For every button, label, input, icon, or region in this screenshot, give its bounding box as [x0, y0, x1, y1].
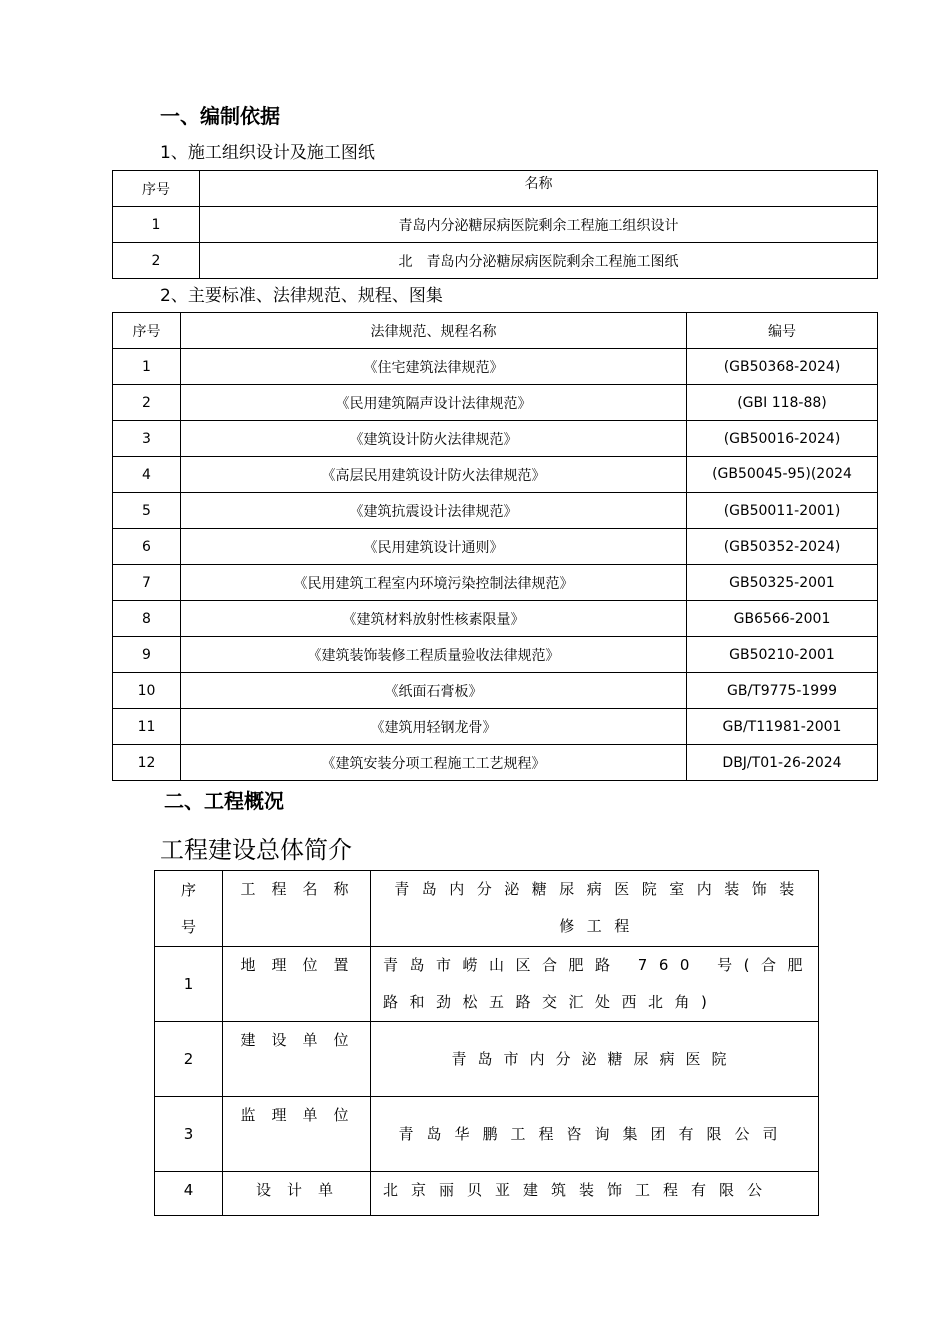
table-cell: 12 [113, 745, 181, 781]
table-row [113, 601, 878, 637]
table-row [155, 947, 819, 1022]
drawings-table [112, 170, 878, 279]
table-cell: 《建筑安装分项工程施工工艺规程》 [181, 745, 687, 781]
table-cell: 5 [113, 493, 181, 529]
table-cell: 4 [155, 1172, 223, 1216]
table-cell: GB6566-2001 [687, 601, 878, 637]
table-row [113, 565, 878, 601]
table-cell: 1 [155, 947, 223, 1022]
table-cell: 《建筑用轻钢龙骨》 [181, 709, 687, 745]
table-cell: 3 [155, 1097, 223, 1172]
table-row [113, 673, 878, 709]
table-row [113, 493, 878, 529]
table-cell [687, 457, 878, 493]
table-row [113, 349, 878, 385]
table-header-cell: 青岛内分泌糖尿病医院室内装饰装修工程 [371, 871, 819, 947]
table-cell: 北京丽贝亚建筑装饰工程有限公 [371, 1172, 819, 1216]
table-cell: 《民用建筑工程室内环境污染控制法律规范》 [181, 565, 687, 601]
table-header-cell: 序号 [113, 171, 200, 207]
table-cell: 《建筑装饰装修工程质量验收法律规范》 [181, 637, 687, 673]
table-cell: (GB50011-2001) [687, 493, 878, 529]
table-cell: 地理位置 [223, 947, 371, 1022]
table-cell: 《民用建筑设计通则》 [181, 529, 687, 565]
table-cell: 北 青岛内分泌糖尿病医院剩余工程施工图纸 [200, 243, 878, 279]
table-cell: 10 [113, 673, 181, 709]
table-row [113, 207, 878, 243]
table-row [113, 709, 878, 745]
project-overview-table [154, 870, 819, 1216]
table-cell: 青岛市崂山区合肥路 760 号(合肥路和劲松五路交汇处西北角) [371, 947, 819, 1022]
table-cell: 《建筑设计防火法律规范》 [181, 421, 687, 457]
table-cell: 《住宅建筑法律规范》 [181, 349, 687, 385]
table-cell: (GB50368-2024) [687, 349, 878, 385]
table-cell: 设计单 [223, 1172, 371, 1216]
table-row [113, 637, 878, 673]
table-row [113, 457, 878, 493]
section2-subtitle: 工程建设总体简介 [160, 836, 352, 864]
table-row [113, 529, 878, 565]
table-cell: 3 [113, 421, 181, 457]
table-header-cell: 工程名称 [223, 871, 371, 947]
table-cell: 《民用建筑隔声设计法律规范》 [181, 385, 687, 421]
table-cell: 《建筑抗震设计法律规范》 [181, 493, 687, 529]
table-cell: GB/T9775-1999 [687, 673, 878, 709]
table-cell: DBJ/T01-26-2024 [687, 745, 878, 781]
standards-table [112, 312, 878, 781]
table-cell: 青岛内分泌糖尿病医院剩余工程施工组织设计 [200, 207, 878, 243]
table-cell: (GB50352-2024) [687, 529, 878, 565]
table-cell: 2 [113, 385, 181, 421]
table-row [155, 1172, 819, 1216]
table-cell: 1 [113, 207, 200, 243]
table-cell: 9 [113, 637, 181, 673]
table-cell: 6 [113, 529, 181, 565]
table-cell: GB/T11981-2001 [687, 709, 878, 745]
section1-subheading-2: 2、主要标准、法律规范、规程、图集 [160, 286, 443, 306]
table-cell: 1 [113, 349, 181, 385]
table-cell: 建设单位 [223, 1022, 371, 1097]
table-cell: 11 [113, 709, 181, 745]
table-row [113, 385, 878, 421]
table-header-cell: 序号 [113, 313, 181, 349]
table-cell: (GBI 118-88) [687, 385, 878, 421]
table-cell: 7 [113, 565, 181, 601]
table-cell: GB50210-2001 [687, 637, 878, 673]
section2-title: 二、工程概况 [164, 789, 284, 813]
table-row [155, 1097, 819, 1172]
section1-title: 一、编制依据 [160, 104, 280, 128]
table-cell: 2 [113, 243, 200, 279]
table-header-cell: 法律规范、规程名称 [181, 313, 687, 349]
table-row [113, 243, 878, 279]
table-row [155, 1022, 819, 1097]
table-header-cell: 序号 [155, 871, 223, 947]
table-cell: 《纸面石膏板》 [181, 673, 687, 709]
section1-subheading-1: 1、施工组织设计及施工图纸 [160, 143, 375, 163]
table-cell: 青岛华鹏工程咨询集团有限公司 [371, 1097, 819, 1172]
table-cell: 《高层民用建筑设计防火法律规范》 [181, 457, 687, 493]
table-cell: (GB50016-2024) [687, 421, 878, 457]
table-header-cell: 名称 [200, 171, 878, 207]
table-cell: GB50325-2001 [687, 565, 878, 601]
table-cell: 青岛市内分泌糖尿病医院 [371, 1022, 819, 1097]
table-header-cell: 编号 [687, 313, 878, 349]
table-cell: 《建筑材料放射性核素限量》 [181, 601, 687, 637]
table-cell: 2 [155, 1022, 223, 1097]
table-cell: 监理单位 [223, 1097, 371, 1172]
table-cell: 8 [113, 601, 181, 637]
table-row [113, 745, 878, 781]
table-cell-text: (GB50045-95)(2024 [712, 466, 852, 482]
table-row [113, 421, 878, 457]
table-cell: 4 [113, 457, 181, 493]
